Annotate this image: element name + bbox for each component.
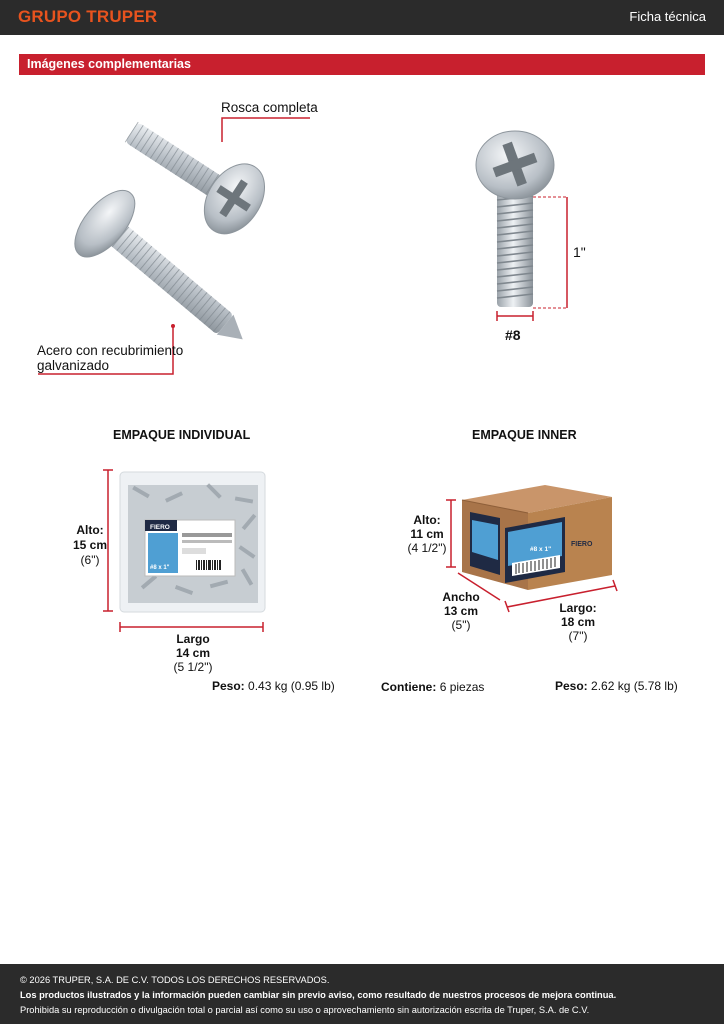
- box-size-text: #8 x 1": [530, 546, 552, 553]
- footer-notice: Los productos ilustrados y la información pueden cambiar sin previo aviso, como resultado de nuestros procesos de mejora continua.: [20, 990, 617, 1000]
- inner-package-heading: EMPAQUE INNER: [472, 428, 577, 442]
- individual-package-heading: EMPAQUE INDIVIDUAL: [113, 428, 251, 442]
- inner-weight-label: Peso:: [555, 679, 588, 693]
- thread-label: Rosca completa: [221, 100, 318, 115]
- section-title: Imágenes complementarias: [27, 57, 191, 71]
- individual-height-title: Alto:: [76, 523, 104, 537]
- inner-height-title: Alto:: [413, 513, 441, 527]
- individual-length-cm: 14 cm: [175, 646, 211, 660]
- material-label-line1: Acero con recubrimiento: [37, 343, 184, 358]
- inner-length-in: (7"): [568, 629, 588, 643]
- inner-width-in: (5"): [451, 618, 471, 632]
- inner-contains-label: Contiene:: [381, 680, 437, 694]
- screw-length-label: 1": [573, 244, 586, 260]
- individual-weight-value: 0.43 kg (0.95 lb): [248, 679, 335, 693]
- brand-logo: GRUPO TRUPER: [18, 7, 158, 26]
- inner-height-in: (4 1/2"): [407, 541, 447, 555]
- box-brand-text: FIERO: [571, 541, 593, 548]
- inner-length-title: Largo:: [559, 601, 597, 615]
- dimension-screw-image: [476, 131, 554, 307]
- individual-weight: [212, 679, 335, 693]
- inner-weight-value: 2.62 kg (5.78 lb): [591, 679, 678, 693]
- footer-prohibition: Prohibida su reproducción o divulgación total o parcial así como su uso o aprovechamiento sin autorización escrita de Truper, S.A. de C.V.: [20, 1005, 590, 1015]
- screw-gauge-label: #8: [505, 327, 521, 343]
- individual-length-title: Largo: [176, 632, 210, 646]
- footer: [0, 964, 724, 1024]
- inner-width-title: Ancho: [442, 590, 480, 604]
- material-label-line2: galvanizado: [37, 358, 110, 373]
- document-type: Ficha técnica: [629, 9, 706, 24]
- individual-bag-image: [120, 472, 265, 612]
- bag-brand-text: FIERO: [150, 524, 170, 531]
- inner-weight: [555, 679, 678, 693]
- individual-weight-label: Peso:: [212, 679, 245, 693]
- inner-width-cm: 13 cm: [443, 604, 479, 618]
- inner-box-image: [462, 485, 612, 590]
- footer-copyright: © 2026 TRUPER, S.A. DE C.V. TODOS LOS DERECHOS RESERVADOS.: [20, 975, 330, 985]
- individual-length-in: (5 1/2"): [173, 660, 213, 674]
- individual-height-in: (6"): [80, 553, 100, 567]
- bag-size-text: #8 x 1": [150, 565, 170, 571]
- inner-length-cm: 18 cm: [560, 615, 596, 629]
- inner-height-cm: 11 cm: [410, 527, 444, 541]
- inner-contains: [381, 680, 484, 694]
- inner-contains-value: 6 piezas: [439, 680, 485, 694]
- screw-back-image: [111, 100, 277, 245]
- individual-height-cm: 15 cm: [72, 538, 108, 552]
